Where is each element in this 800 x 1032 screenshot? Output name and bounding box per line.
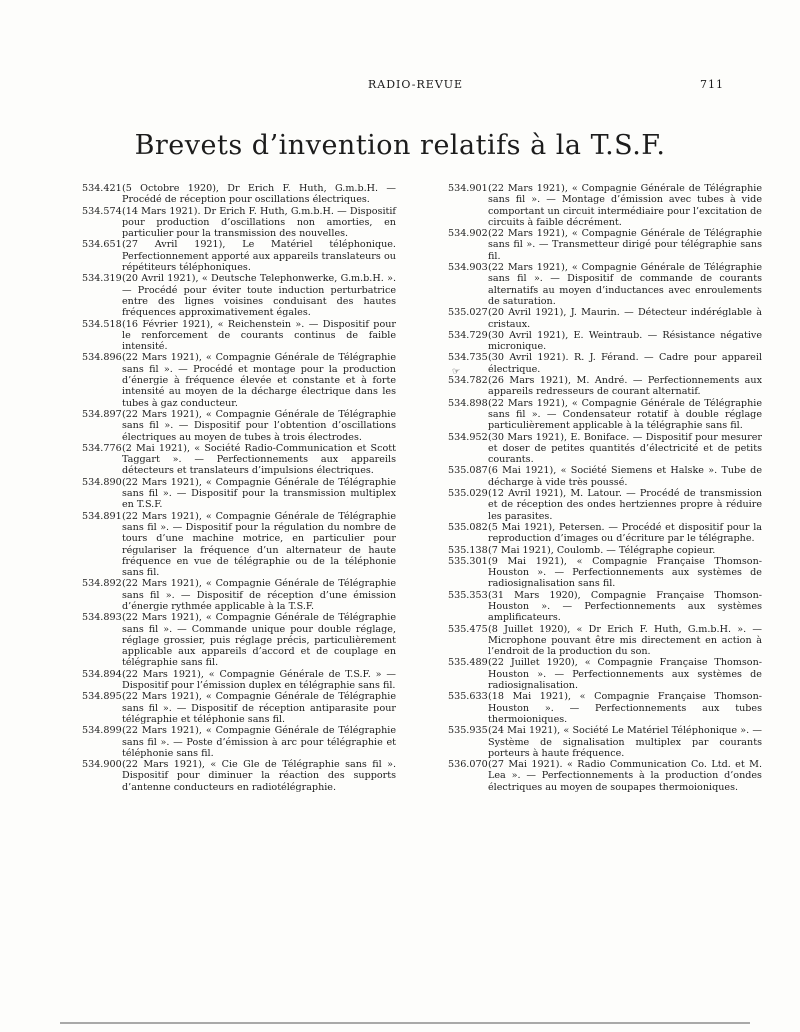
patent-entry	[448, 759, 766, 793]
patent-description: (22 Mars 1921), « Compagnie Générale de Télégraphie sans fil ». — Poste d’émission à arc pour télégraphie et téléphonie sans fil.	[122, 725, 396, 759]
patent-entry	[448, 624, 766, 658]
patent-entry	[448, 375, 766, 398]
patent-description: (8 Juillet 1920), « Dr Erich F. Huth, G.m.b.H. ». — Microphone pouvant être mis directement en action à l’endroit de la production du son.	[488, 623, 762, 658]
running-title: RADIO-REVUE	[368, 78, 464, 91]
patent-description: (20 Avril 1921), J. Maurin. — Détecteur indéréglable à cristaux.	[488, 307, 762, 330]
patent-number: 534.893	[82, 612, 122, 624]
patent-description: (22 Mars 1921), « Compagnie Générale de Télégraphie sans fil ». — Montage d’émission avec tubes à vide comportant un circuit intermédiaire pour l’excitation de circuits à faible décrément.	[488, 183, 762, 228]
patent-number: 535.138	[448, 544, 488, 556]
patent-entry	[82, 578, 400, 612]
patent-entry	[448, 432, 766, 466]
patent-number: 534.903	[448, 262, 488, 274]
patent-description: (12 Avril 1921), M. Latour. — Procédé de transmission et de réception des ondes hertziennes propre à réduire les parasites.	[488, 488, 762, 522]
patent-number: 534.895	[82, 691, 122, 703]
patent-number: 535.029	[448, 488, 488, 500]
patent-number: 534.900	[82, 759, 122, 771]
patent-description: (2 Mai 1921), « Société Radio-Communication et Scott Taggart ». — Perfectionnements aux appareils détecteurs et translateurs d’impulsions électriques.	[122, 442, 396, 477]
patent-number: 534.891	[82, 510, 122, 522]
patent-number: 534.902	[448, 228, 488, 240]
patent-number: 534.518	[82, 318, 122, 330]
patent-description: (27 Avril 1921), Le Matériel téléphonique. Perfectionnement apporté aux appareils translateurs ou répétiteurs téléphoniques.	[122, 239, 396, 274]
patent-entry	[448, 262, 766, 307]
patent-number: 535.027	[448, 307, 488, 319]
patent-entry	[82, 511, 400, 579]
patent-entry	[448, 183, 766, 228]
patent-number: 534.898	[448, 397, 488, 409]
page-header	[0, 78, 800, 94]
patent-number: 535.082	[448, 521, 488, 533]
patent-description: (22 Mars 1921), « Compagnie Générale de Télégraphie sans fil ». — Dispositif de réception d’une émission d’énergie rythmée applicable à la T.S.F.	[122, 578, 396, 612]
patent-entry	[82, 239, 400, 273]
patent-number: 536.070	[448, 759, 488, 771]
patent-number: 534.899	[82, 725, 122, 737]
patent-entry	[82, 273, 400, 318]
patent-number: 534.651	[82, 239, 122, 251]
page-number: 711	[700, 78, 724, 91]
margin-mark-icon: ☞	[452, 367, 461, 377]
patent-number: 534.574	[82, 205, 122, 217]
patent-entry	[82, 669, 400, 692]
patent-entry	[82, 477, 400, 511]
patent-description: (22 Mars 1921), « Compagnie Générale de Télégraphie sans fil ». — Dispositif pour la régulation du nombre de tours d’une machine motrice, en particulier pour régulariser la fréquence d’un alternateur de haute fréquence en vue de télégraphie ou de la téléphonie sans fil.	[122, 510, 396, 579]
patent-number: 534.735	[448, 352, 488, 364]
left-column	[82, 183, 400, 793]
patent-number: 534.782	[448, 375, 488, 387]
patent-number: 534.896	[82, 352, 122, 364]
patent-description: (16 Février 1921), « Reichenstein ». — Dispositif pour le renforcement de courants continus de faible intensité.	[122, 318, 396, 353]
patent-entry	[82, 352, 400, 408]
patent-description: (24 Mai 1921), « Société Le Matériel Téléphonique ». — Système de signalisation multiplex par courants porteurs à haute fréquence.	[488, 725, 762, 759]
patent-description: (14 Mars 1921). Dr Erich F. Huth, G.m.b.H. — Dispositif pour production d’oscillations non amorties, en particulier pour la transmission des nouvelles.	[122, 205, 396, 240]
patent-description: (30 Mars 1921), E. Boniface. — Dispositif pour mesurer et doser de petites quantités d’électricité et de petits courants.	[488, 431, 762, 466]
patent-number: 534.776	[82, 442, 122, 454]
patent-entry	[448, 352, 766, 375]
patent-description: (5 Octobre 1920), Dr Erich F. Huth, G.m.b.H. — Procédé de réception pour oscillations électriques.	[122, 183, 396, 206]
right-column	[448, 183, 766, 793]
patent-number: 535.301	[448, 555, 488, 567]
patent-entry	[448, 307, 766, 330]
patent-entry	[448, 488, 766, 522]
page-title: Brevets d’invention relatifs à la T.S.F.	[134, 130, 666, 161]
patent-entry	[448, 522, 766, 545]
patent-description: (22 Juillet 1920), « Compagnie Française Thomson-Houston ». — Perfectionnements aux systèmes de radiosignalisation.	[488, 657, 762, 692]
patent-description: (30 Avril 1921). R. J. Férand. — Cadre pour appareil électrique.	[488, 352, 762, 375]
patent-description: (5 Mai 1921), Petersen. — Procédé et dispositif pour la reproduction d’images ou d’écriture par le télégraphe.	[488, 521, 762, 545]
patent-description: (27 Mai 1921). « Radio Communication Co. Ltd. et M. Lea ». — Perfectionnements à la production d’ondes électriques au moyen de soupapes thermoioniques.	[488, 759, 762, 793]
patent-description: (22 Mars 1921), « Compagnie Générale de Télégraphie sans fil ». — Transmetteur dirigé pour télégraphie sans fil.	[488, 228, 762, 262]
patent-number: 535.633	[448, 691, 488, 703]
patent-number: 534.319	[82, 273, 122, 285]
patent-number: 535.353	[448, 589, 488, 601]
patent-number: 535.087	[448, 465, 488, 477]
patent-entry	[448, 545, 766, 556]
patent-entry	[448, 398, 766, 432]
patent-entry	[82, 206, 400, 240]
bottom-rule	[60, 1022, 750, 1024]
patent-description: (22 Mars 1921), « Compagnie Générale de Télégraphie sans fil ». — Dispositif de réception antiparasite pour télégraphie et téléphonie sans fil.	[122, 691, 396, 725]
patent-description: (9 Mai 1921), « Compagnie Française Thomson-Houston ». — Perfectionnements aux systèmes de radiosignalisation sans fil.	[488, 555, 762, 590]
patent-entry	[82, 691, 400, 725]
patent-number: 535.475	[448, 623, 488, 635]
patent-description: (22 Mars 1921), « Compagnie Générale de Télégraphie sans fil ». — Condensateur rotatif à double réglage particulièrement applicable à la télégraphie sans fil.	[488, 397, 762, 432]
patent-number: 534.901	[448, 183, 488, 194]
patent-description: (31 Mars 1920), Compagnie Française Thomson-Houston ». — Perfectionnements aux systèmes amplificateurs.	[488, 589, 762, 624]
patent-description: (20 Avril 1921), « Deutsche Telephonwerke, G.m.b.H. ». — Procédé pour éviter toute induction perturbatrice entre des lignes voisines conduisant des hautes fréquences approximativement égales.	[122, 273, 396, 319]
patent-description: (22 Mars 1921), « Compagnie Générale de T.S.F. » — Dispositif pour l’émission duplex en télégraphie sans fil.	[122, 668, 396, 692]
patent-entry	[82, 725, 400, 759]
patent-entry	[82, 612, 400, 668]
patent-entry	[82, 759, 400, 793]
patent-entry	[448, 590, 766, 624]
patent-number: 534.421	[82, 183, 122, 194]
patent-description: (22 Mars 1921), « Compagnie Générale de Télégraphie sans fil ». — Dispositif pour la transmission multiplex en T.S.F.	[122, 476, 396, 511]
patent-entry	[448, 556, 766, 590]
patent-entry	[82, 409, 400, 443]
patent-number: 534.890	[82, 476, 122, 488]
patent-description: (22 Mars 1921), « Compagnie Générale de Télégraphie sans fil ». — Dispositif de commande de courants alternatifs au moyen d’inductances avec enroulements de saturation.	[488, 262, 762, 307]
patent-number: 535.935	[448, 725, 488, 737]
patent-description: (6 Mai 1921), « Société Siemens et Halske ». Tube de décharge à vide très poussé.	[488, 465, 762, 488]
patent-number: 534.892	[82, 578, 122, 590]
patent-description: (22 Mars 1921), « Compagnie Générale de Télégraphie sans fil ». — Commande unique pour double réglage, réglage grossier, puis réglage précis, particulièrement applicable aux appareils d’accord et de couplage en télégraphie sans fil.	[122, 612, 396, 669]
patent-description: (26 Mars 1921), M. André. — Perfectionnements aux appareils redresseurs de courant alternatif.	[488, 375, 762, 398]
patent-entry	[448, 691, 766, 725]
patent-entry	[82, 183, 400, 206]
patent-entry	[448, 228, 766, 262]
patent-entry	[448, 330, 766, 353]
patent-description: (22 Mars 1921), « Compagnie Générale de Télégraphie sans fil ». — Procédé et montage pour la production d’énergie à fréquence élevée et constante et à forte intensité au moyen de la décharge électrique dans les tubes à gaz conducteur.	[122, 352, 396, 409]
patent-number: 534.952	[448, 431, 488, 443]
patent-number: 534.894	[82, 668, 122, 680]
patent-number: 534.897	[82, 408, 122, 420]
patent-entry	[448, 725, 766, 759]
patent-number: 534.729	[448, 329, 488, 341]
patent-description: (22 Mars 1921), « Cie Gle de Télégraphie sans fil ». Dispositif pour diminuer la réaction des supports d’antenne conducteurs en radiotélégraphie.	[122, 759, 396, 793]
patent-description: (18 Mai 1921), « Compagnie Française Thomson-Houston ». — Perfectionnements aux tubes thermoioniques.	[488, 691, 762, 725]
patent-entry	[448, 657, 766, 691]
patent-entry	[82, 443, 400, 477]
patent-number: 535.489	[448, 657, 488, 669]
patent-entry	[448, 465, 766, 488]
patent-entry	[82, 319, 400, 353]
patent-description: (7 Mai 1921), Coulomb. — Télégraphe copieur.	[488, 544, 716, 556]
patent-description: (22 Mars 1921), « Compagnie Générale de Télégraphie sans fil ». — Dispositif pour l’obtention d’oscillations électriques au moyen de tubes à trois électrodes.	[122, 408, 396, 443]
patent-description: (30 Avril 1921), E. Weintraub. — Résistance négative micronique.	[488, 329, 762, 353]
